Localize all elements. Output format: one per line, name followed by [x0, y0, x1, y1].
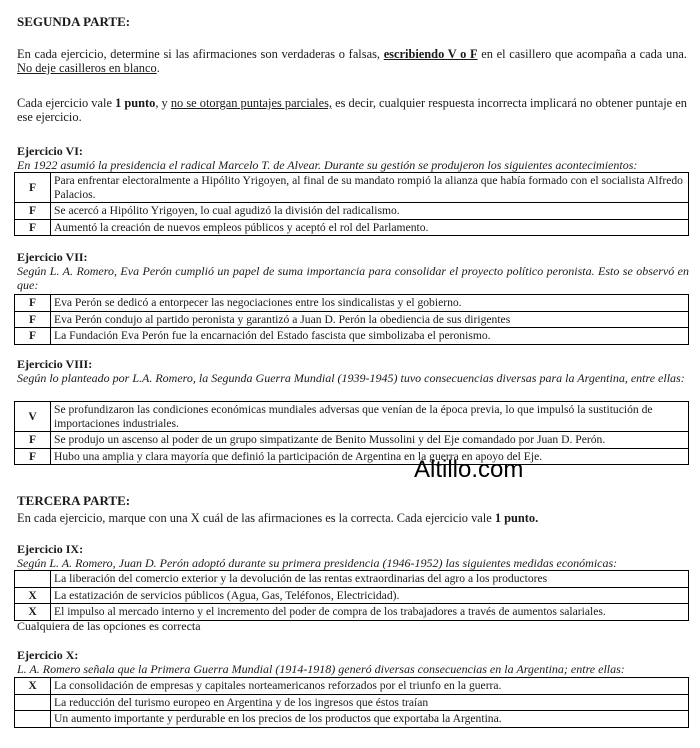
instr-emphasis-vf: escribiendo V o F: [383, 47, 478, 61]
section-title-tercera: TERCERA PARTE:: [17, 493, 131, 508]
statement-cell: El impulso al mercado interno y el incremento del poder de compra de los trabajadores a través de aumentos salariales.: [51, 604, 689, 621]
answer-cell[interactable]: F: [15, 311, 51, 328]
segunda-instructions-1: En cada ejercicio, determine si las afirmaciones son verdaderas o falsas, escribiendo V o F en el casillero que acompaña a cada una. No deje casilleros en blanco.: [17, 47, 687, 75]
table-row: [15, 173, 689, 203]
answer-cell[interactable]: F: [15, 295, 51, 312]
table-row: [15, 448, 689, 465]
statement-cell: La reducción del turismo europeo en Argentina y de los ingresos que éstos traían: [51, 694, 689, 711]
answer-cell[interactable]: [15, 694, 51, 711]
exercise-intro-6: En 1922 asumió la presidencia el radical Marcelo T. de Alvear. Durante su gestión se produjeron los siguientes acontecimientos:: [17, 158, 638, 172]
exercise-title-6: Ejercicio VI:: [17, 144, 83, 158]
answer-cell[interactable]: X: [15, 587, 51, 604]
answer-cell[interactable]: F: [15, 448, 51, 465]
answer-cell[interactable]: [15, 571, 51, 588]
table-row: [15, 587, 689, 604]
section-title-segunda: SEGUNDA PARTE:: [17, 14, 131, 29]
statement-cell: Se profundizaron las condiciones económicas mundiales adversas que venían de la época previa, lo que impulsó la sustitución de importaciones industriales.: [51, 402, 689, 432]
table-row: [15, 432, 689, 449]
answer-cell[interactable]: F: [15, 203, 51, 220]
exercise-intro-9: Según L. A. Romero, Juan D. Perón adoptó durante su primera presidencia (1946-1952) las siguientes medidas económicas:: [17, 556, 618, 570]
statement-cell: Para enfrentar electoralmente a Hipólito Yrigoyen, al final de su mandato rompió la alianza que había formado con el socialista Alfredo Palacios.: [51, 173, 689, 203]
statement-cell: La consolidación de empresas y capitales norteamericanos reforzados por el triunfo en la guerra.: [51, 678, 689, 695]
table-row: [15, 295, 689, 312]
statement-cell: Eva Perón se dedicó a entorpecer las negociaciones entre los sindicalistas y el gobierno.: [51, 295, 689, 312]
table-row: [15, 219, 689, 236]
exercise-title-10: Ejercicio X:: [17, 648, 79, 662]
table-row: [15, 328, 689, 345]
instr-no-blank: No deje casilleros en blanco: [17, 61, 157, 75]
statement-cell: Hubo una amplia y clara mayoría que definió la participación de Argentina en la guerra en apoyo del Eje.: [51, 448, 689, 465]
answer-table-10: [14, 677, 689, 728]
table-row: [15, 694, 689, 711]
answer-table-9: [14, 570, 689, 621]
table-row: [15, 678, 689, 695]
answer-table-7: [14, 294, 689, 345]
statement-cell: Se produjo un ascenso al poder de un grupo simpatizante de Benito Mussolini y del Eje comandado por Juan D. Perón.: [51, 432, 689, 449]
watermark-text: Altillo.com: [414, 456, 524, 483]
answer-cell[interactable]: F: [15, 173, 51, 203]
answer-cell[interactable]: V: [15, 402, 51, 432]
statement-cell: La liberación del comercio exterior y la devolución de las rentas extraordinarias del agro a los productores: [51, 571, 689, 588]
instr-point-value-3: 1 punto.: [494, 511, 539, 525]
statement-cell: La Fundación Eva Perón fue la encarnación del Estado fascista que simbolizaba el peronismo.: [51, 328, 689, 345]
answer-table-6: [14, 172, 689, 236]
table-row: [15, 711, 689, 728]
exercise-title-8: Ejercicio VIII:: [17, 357, 93, 371]
tercera-instructions: En cada ejercicio, marque con una X cuál de las afirmaciones es la correcta. Cada ejercicio vale 1 punto.: [17, 511, 539, 525]
exercise-title-7: Ejercicio VII:: [17, 250, 88, 264]
table-row: [15, 604, 689, 621]
statement-cell: Aumentó la creación de nuevos empleos públicos y aceptó el rol del Parlamento.: [51, 219, 689, 236]
answer-table-8: [14, 401, 689, 465]
answer-cell[interactable]: [15, 711, 51, 728]
segunda-instructions-2: Cada ejercicio vale 1 punto, y no se otorgan puntajes parciales, es decir, cualquier respuesta incorrecta implicará no obtener puntaje en ese ejercicio.: [17, 96, 687, 124]
statement-cell: Eva Perón condujo al partido peronista y garantizó a Juan D. Perón la obediencia de sus dirigentes: [51, 311, 689, 328]
instr-no-partial: no se otorgan puntajes parciales,: [170, 96, 333, 110]
exercise-intro-7: Según L. A. Romero, Eva Perón cumplió un papel de suma importancia para consolidar el proyecto político peronista. Esto se observó en que:: [17, 264, 689, 292]
exercise-intro-8: Según lo planteado por L.A. Romero, la Segunda Guerra Mundial (1939-1945) tuvo consecuencias diversas para la Argentina, entre ellas:: [17, 371, 685, 385]
table-row: [15, 311, 689, 328]
answer-cell[interactable]: F: [15, 328, 51, 345]
instr-point-value: 1 punto: [115, 96, 156, 110]
answer-cell[interactable]: F: [15, 432, 51, 449]
table-row: [15, 571, 689, 588]
statement-cell: La estatización de servicios públicos (Agua, Gas, Teléfonos, Electricidad).: [51, 587, 689, 604]
exercise-title-9: Ejercicio IX:: [17, 542, 84, 556]
answer-cell[interactable]: X: [15, 678, 51, 695]
exercise-intro-10: L. A. Romero señala que la Primera Guerra Mundial (1914-1918) generó diversas consecuencias en la Argentina; entre ellas:: [17, 662, 625, 676]
statement-cell: Se acercó a Hipólito Yrigoyen, lo cual agudizó la división del radicalismo.: [51, 203, 689, 220]
answer-cell[interactable]: F: [15, 219, 51, 236]
exercise-note-9: Cualquiera de las opciones es correcta: [17, 619, 201, 633]
table-row: [15, 402, 689, 432]
statement-cell: Un aumento importante y perdurable en los precios de los productos que exportaba la Argentina.: [51, 711, 689, 728]
table-row: [15, 203, 689, 220]
answer-cell[interactable]: X: [15, 604, 51, 621]
